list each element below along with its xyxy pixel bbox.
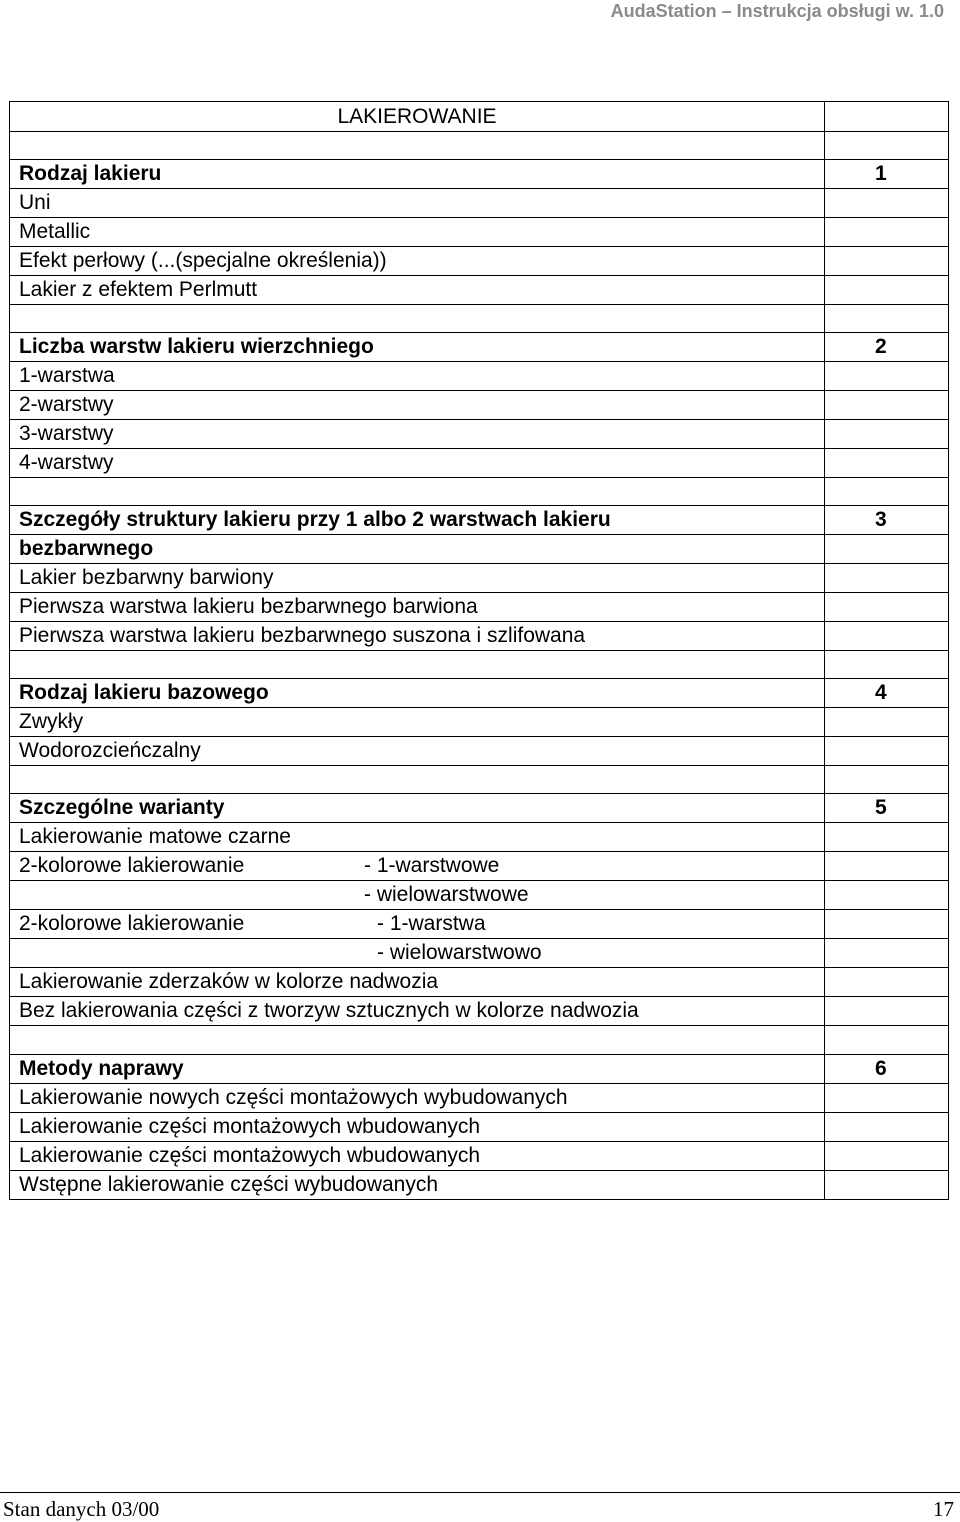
option-label: 2-kolorowe lakierowanie — [19, 854, 245, 878]
empty-cell — [825, 102, 949, 132]
section-number: 6 — [825, 1054, 949, 1083]
table-row — [10, 1083, 949, 1112]
list-item: Pierwsza warstwa lakieru bezbarwnego barwiona — [10, 593, 825, 622]
list-item: Bez lakierowania części z tworzyw sztucznych w kolorze nadwozia — [10, 997, 825, 1026]
table-row — [10, 564, 949, 593]
option-label: 2-kolorowe lakierowanie — [19, 912, 245, 936]
table-row — [10, 708, 949, 737]
table-row — [10, 189, 949, 218]
table-row — [10, 910, 949, 939]
option-variant: - wielowarstwowo — [10, 939, 825, 968]
section-heading-row — [10, 333, 949, 362]
spacer-row — [10, 766, 949, 794]
footer-data-state: Stan danych 03/00 — [3, 1497, 160, 1521]
section-heading-row — [10, 160, 949, 189]
list-item: 2-warstwy — [10, 391, 825, 420]
section-heading: Liczba warstw lakieru wierzchniego — [10, 333, 825, 362]
list-item: Lakier bezbarwny barwiony — [10, 564, 825, 593]
option-variant: - 1-warstwowe — [364, 854, 500, 878]
table-row — [10, 852, 949, 881]
table-row — [10, 823, 949, 852]
spacer-row — [10, 651, 949, 679]
list-item: Wodorozcieńczalny — [10, 737, 825, 766]
list-item: Lakierowanie nowych części montażowych wybudowanych — [10, 1083, 825, 1112]
table-row — [10, 968, 949, 997]
list-item: 3-warstwy — [10, 420, 825, 449]
table-row — [10, 247, 949, 276]
list-item: Metallic — [10, 218, 825, 247]
section-number: 5 — [825, 794, 949, 823]
section-number: 4 — [825, 679, 949, 708]
table-row — [10, 939, 949, 968]
list-item: 1-warstwa — [10, 362, 825, 391]
section-heading-row — [10, 535, 949, 564]
list-item: Lakierowanie matowe czarne — [10, 823, 825, 852]
spacer-row — [10, 478, 949, 506]
list-item: Lakierowanie części montażowych wbudowanych — [10, 1112, 825, 1141]
paint-options-table — [9, 101, 949, 1200]
section-heading: Metody naprawy — [10, 1054, 825, 1083]
list-item: Uni — [10, 189, 825, 218]
list-item — [10, 852, 825, 881]
section-heading: Rodzaj lakieru bazowego — [10, 679, 825, 708]
spacer-row — [10, 305, 949, 333]
section-heading: Szczególne warianty — [10, 794, 825, 823]
list-item: Wstępne lakierowanie części wybudowanych — [10, 1170, 825, 1199]
list-item — [10, 910, 825, 939]
table-row — [10, 1170, 949, 1199]
table-title: LAKIEROWANIE — [10, 102, 825, 132]
table-row — [10, 881, 949, 910]
table-row — [10, 997, 949, 1026]
list-item: Lakierowanie części montażowych wbudowanych — [10, 1141, 825, 1170]
table-row — [10, 593, 949, 622]
running-header: AudaStation – Instrukcja obsługi w. 1.0 — [610, 1, 944, 21]
section-number: 3 — [825, 506, 949, 535]
spacer-row — [10, 132, 949, 160]
footer-rule — [0, 1492, 960, 1493]
table-row — [10, 391, 949, 420]
section-heading-row — [10, 1054, 949, 1083]
section-heading-row — [10, 506, 949, 535]
table-row — [10, 449, 949, 478]
table-row — [10, 1112, 949, 1141]
section-heading: Rodzaj lakieru — [10, 160, 825, 189]
section-number: 1 — [825, 160, 949, 189]
section-heading-row — [10, 679, 949, 708]
spacer-row — [10, 1026, 949, 1054]
section-heading-continued: bezbarwnego — [10, 535, 825, 564]
option-variant: - 1-warstwa — [377, 912, 486, 936]
list-item: Efekt perłowy (...(specjalne określenia)) — [10, 247, 825, 276]
table-row — [10, 737, 949, 766]
section-heading: Szczegóły struktury lakieru przy 1 albo 2 warstwach lakieru — [10, 506, 825, 535]
list-item: Zwykły — [10, 708, 825, 737]
list-item: Pierwsza warstwa lakieru bezbarwnego suszona i szlifowana — [10, 622, 825, 651]
table-row — [10, 218, 949, 247]
list-item: Lakier z efektem Perlmutt — [10, 276, 825, 305]
table-row — [10, 1141, 949, 1170]
option-variant: - wielowarstwowe — [10, 881, 825, 910]
table-row — [10, 622, 949, 651]
list-item: 4-warstwy — [10, 449, 825, 478]
list-item: Lakierowanie zderzaków w kolorze nadwozia — [10, 968, 825, 997]
table-row — [10, 362, 949, 391]
table-row — [10, 276, 949, 305]
table-title-row — [10, 102, 949, 132]
page-number: 17 — [933, 1497, 954, 1521]
section-number: 2 — [825, 333, 949, 362]
section-heading-row — [10, 794, 949, 823]
table-row — [10, 420, 949, 449]
